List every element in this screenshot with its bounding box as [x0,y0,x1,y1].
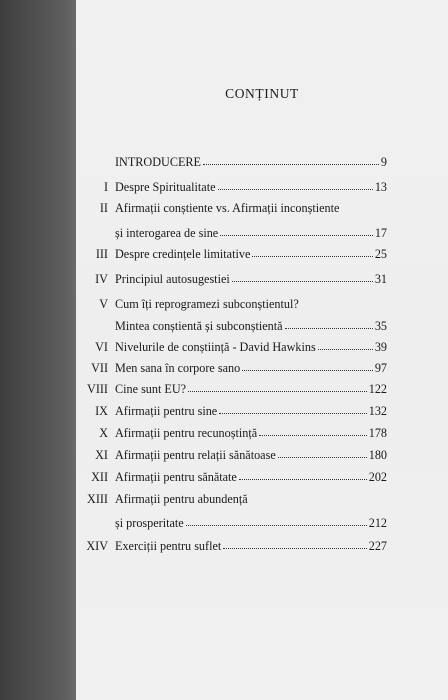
dot-leader [188,381,367,392]
toc-row [0,380,448,398]
toc-entry [115,317,387,335]
toc-row [0,490,448,508]
page-number: 227 [368,539,387,553]
page-number: 39 [374,340,387,354]
toc-entry [115,224,387,242]
chapter-title: Exerciții pentru suflet [115,539,222,553]
toc-row [0,537,448,555]
toc-row [0,295,448,313]
dot-leader [220,225,373,236]
chapter-number: IX [95,404,108,418]
page-number: 9 [380,155,387,169]
dot-leader [223,538,366,549]
toc-entry [115,424,387,442]
toc-entry [115,153,387,171]
toc-row [0,446,448,464]
toc-row [0,402,448,420]
dot-leader [285,318,373,329]
chapter-number: XII [91,470,108,484]
chapter-title: Afirmații pentru sine [115,404,218,418]
toc-row [0,359,448,377]
dot-leader [278,447,367,458]
chapter-number: VIII [87,382,108,396]
toc-entry [115,514,387,532]
dot-leader [318,339,373,350]
chapter-title: Afirmații pentru sănătate [115,470,237,484]
page-number: 212 [368,516,387,530]
chapter-number: VII [91,361,108,375]
chapter-title: INTRODUCERE [115,155,201,169]
page-number: 35 [374,319,387,333]
chapter-title: Despre Spiritualitate [115,180,216,194]
chapter-title: Mintea conștientă și subconștientă [115,319,283,333]
chapter-number: III [95,247,108,261]
dot-leader [186,515,367,526]
toc-row [0,424,448,442]
toc-entry [115,178,387,196]
chapter-title: și interogarea de sine [115,226,219,240]
toc-entry [115,380,387,398]
chapter-title: Principiul autosugestiei [115,272,230,286]
chapter-title: Despre credințele limitative [115,247,251,261]
dot-leader [242,360,373,371]
dot-leader [259,425,367,436]
chapter-title: și prosperitate [115,516,184,530]
page-number: 132 [368,404,387,418]
page-number: 202 [368,470,387,484]
toc-entry [115,446,387,464]
toc-row [0,178,448,196]
toc-row [0,317,448,335]
dot-leader [252,246,372,257]
toc-entry [115,338,387,356]
toc-row [0,468,448,486]
chapter-number: VI [95,340,108,354]
dot-leader [219,403,367,414]
chapter-title: Afirmații pentru abundență [115,492,248,506]
chapter-number: I [103,180,108,194]
toc-entry [115,537,387,555]
dot-leader [232,271,373,282]
toc-entry [115,270,387,288]
page-number: 97 [374,361,387,375]
toc-row [0,338,448,356]
toc-row [0,514,448,532]
chapter-number: XIII [87,492,108,506]
toc-row [0,270,448,288]
page-number: 122 [368,382,387,396]
chapter-title: Men sana în corpore sano [115,361,241,375]
dot-leader [239,469,367,480]
dot-leader [218,179,373,190]
toc-entry [115,359,387,377]
chapter-number: V [99,297,108,311]
toc-row [0,153,448,171]
chapter-title: Afirmații pentru recunoștință [115,426,258,440]
page-number: 180 [368,448,387,462]
chapter-title: Nivelurile de conștiință - David Hawkins [115,340,316,354]
page-number: 17 [374,226,387,240]
toc-entry [115,402,387,420]
chapter-title: Afirmații conștiente vs. Afirmații inconștiente [115,201,340,215]
chapter-number: X [99,426,108,440]
chapter-title: Cine sunt EU? [115,382,187,396]
chapter-title: Cum îți reprogramezi subconștientul? [115,297,299,311]
page-number: 25 [374,247,387,261]
toc-entry [115,245,387,263]
toc-row [0,224,448,242]
chapter-title: Afirmații pentru relații sănătoase [115,448,276,462]
page-number: 178 [368,426,387,440]
chapter-number: XIV [86,539,108,553]
dot-leader [203,154,379,165]
chapter-number: II [99,201,108,215]
chapter-number: IV [95,272,108,286]
toc-row [0,245,448,263]
toc-row [0,199,448,217]
chapter-number: XI [95,448,108,462]
page-title: CONȚINUT [225,86,299,101]
page-number: 31 [374,272,387,286]
toc-entry [115,468,387,486]
page-number: 13 [374,180,387,194]
